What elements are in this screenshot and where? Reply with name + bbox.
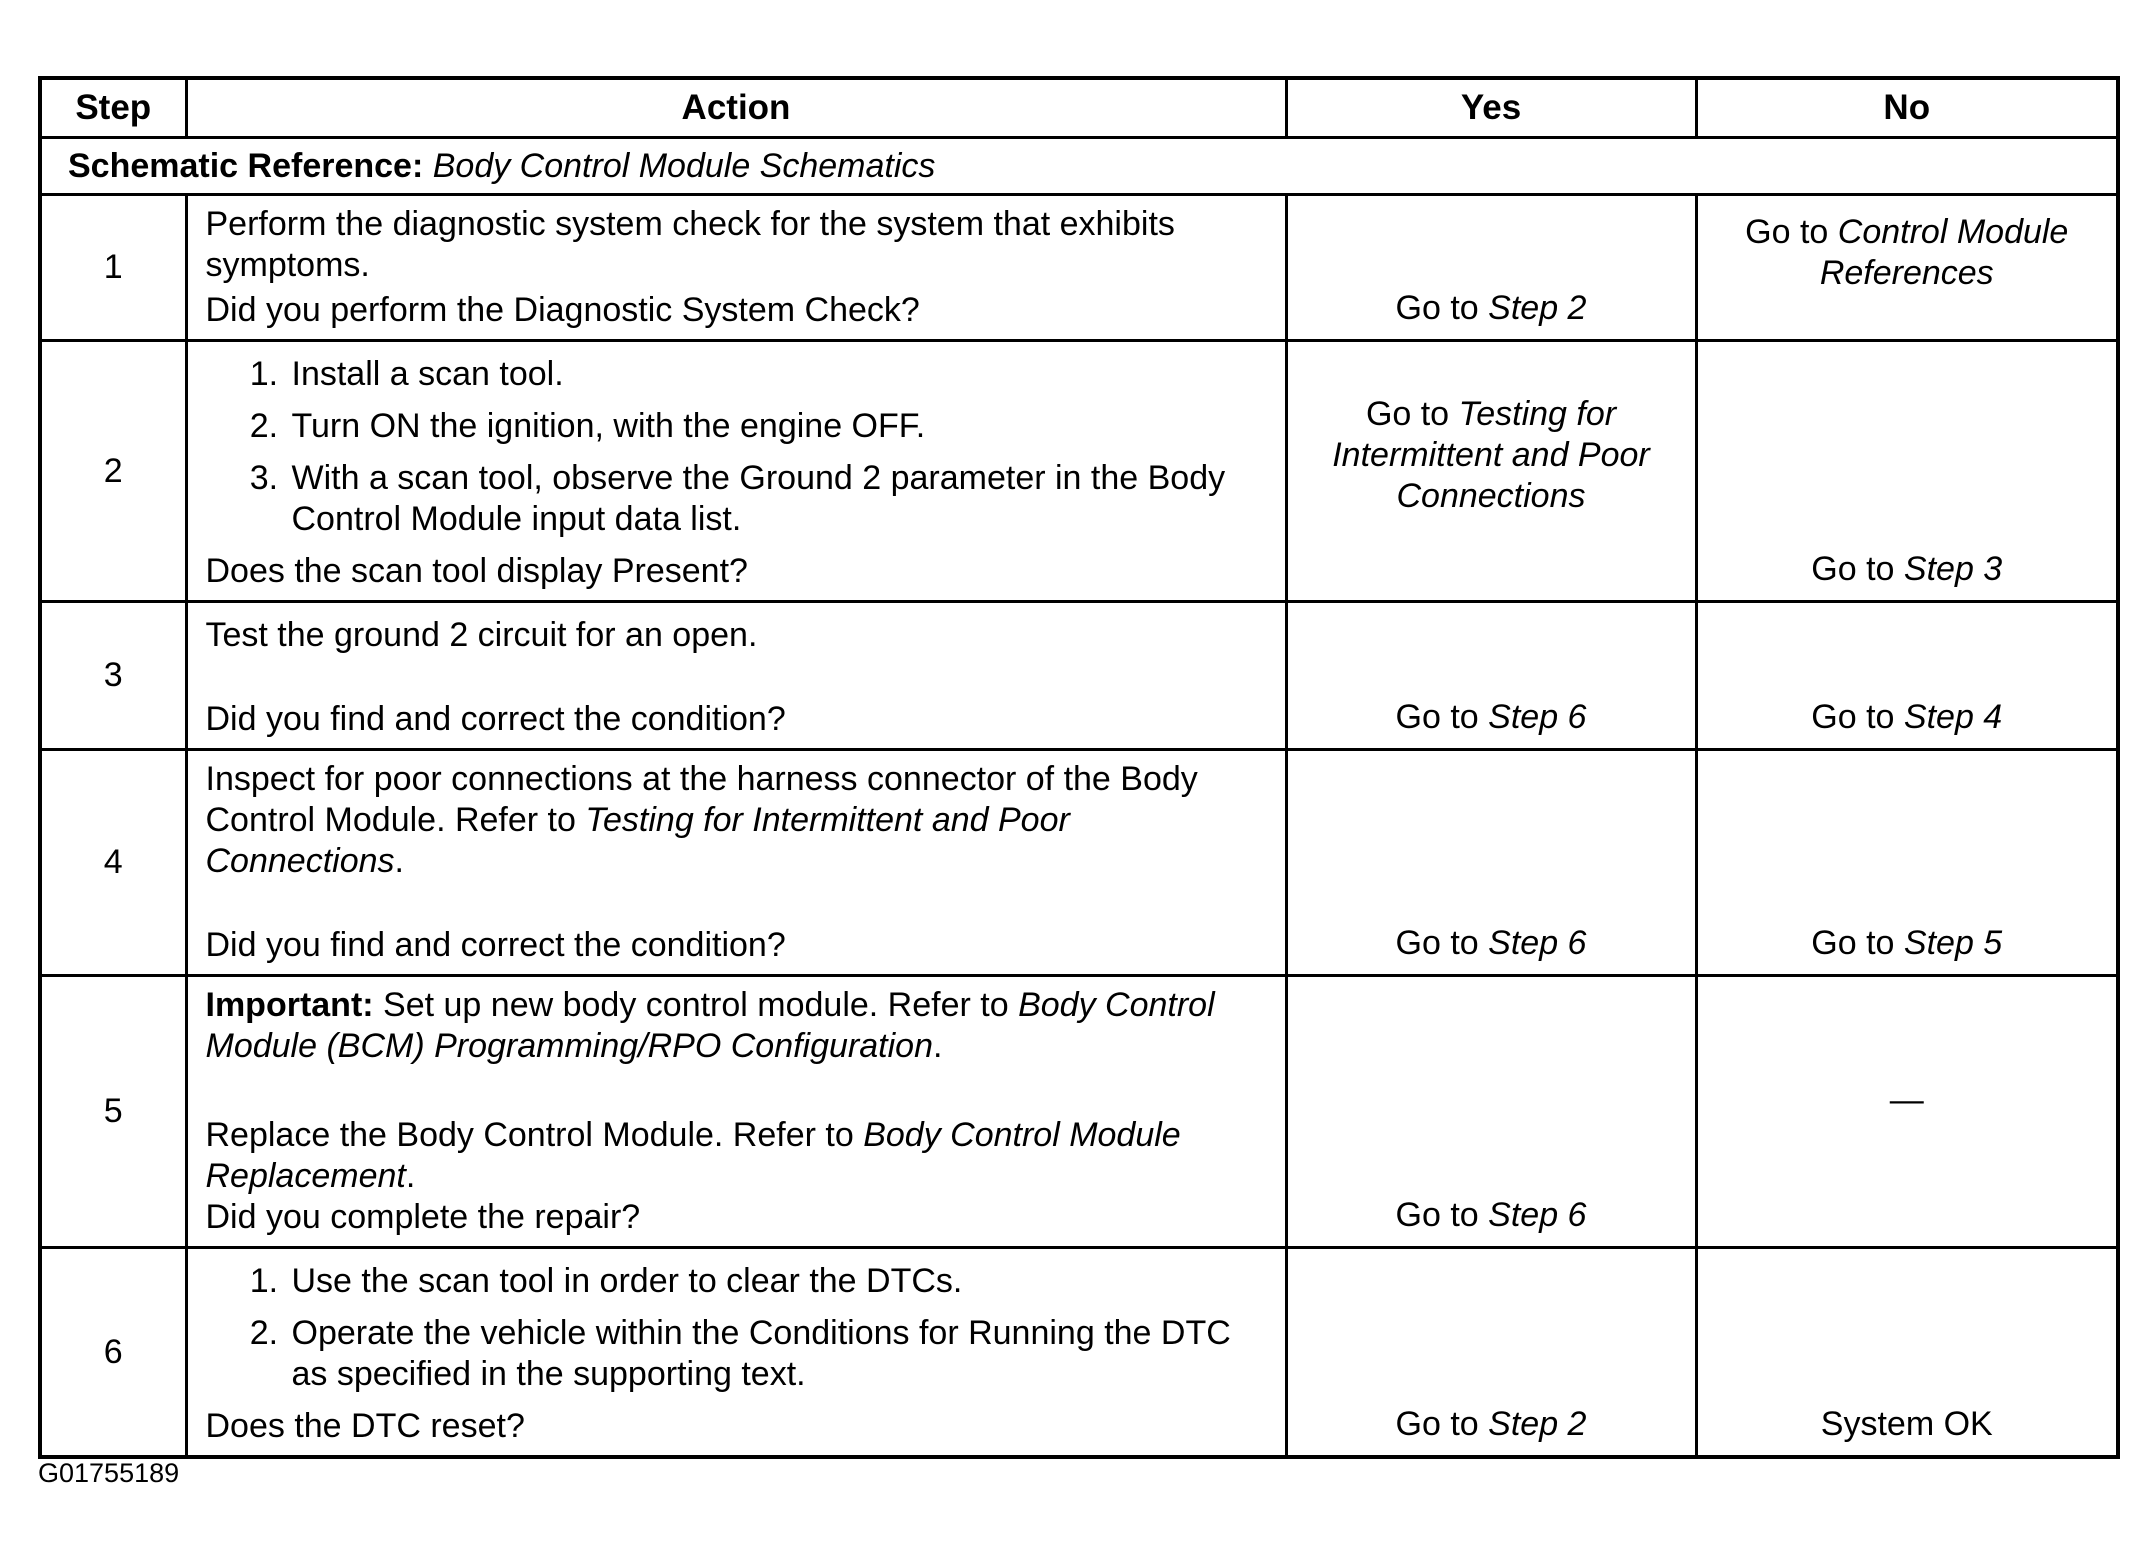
list-item: 3. With a scan tool, observe the Ground 2 parameter in the Body Control Module input data list. [288,458,1271,540]
no-cell [1696,341,2118,602]
header-no: No [1696,78,2118,138]
yes-link[interactable]: Testing for Intermittent and Poor Connections [1332,394,1650,515]
header-step: Step [40,78,186,138]
action-link[interactable]: Testing for Intermittent and Poor Connections [205,801,1070,880]
no-cell [1696,1248,2118,1458]
step-number: 3 [40,602,186,750]
yes-link[interactable]: Step 6 [1488,698,1587,736]
no-link[interactable]: Step 3 [1903,550,2003,588]
step-number: 2 [40,341,186,602]
table-row [40,1248,2118,1458]
step-number: 1 [40,195,186,341]
table-row [40,976,2118,1248]
important-note: Important: Set up new body control module. Refer to Body Control Module (BCM) Programming/RPO Configuration. [205,986,1215,1065]
action-text: Replace the Body Control Module. Refer to Body Control Module Replacement. [205,1116,1181,1195]
list-item: 1. Use the scan tool in order to clear the DTCs. [288,1261,1271,1302]
action-question: Did you find and correct the condition? [205,926,786,964]
yes-prefix: Go to [1395,1405,1479,1443]
table-row [40,341,2118,602]
schematic-reference [40,138,2118,195]
list-item: 1. Install a scan tool. [288,354,1271,395]
yes-cell [1286,341,1696,602]
no-cell [1696,976,2118,1248]
table-row [40,195,2118,341]
important-link[interactable]: Body Control Module (BCM) Programming/RPO Configuration [205,986,1215,1065]
action-list [206,354,1271,551]
no-text: — [1889,1081,1924,1119]
list-item: 2. Operate the vehicle within the Conditions for Running the DTC as specified in the supporting text. [288,1313,1271,1395]
no-text: System OK [1820,1405,1993,1443]
action-question: Does the scan tool display Present? [205,552,748,590]
schematic-reference-link[interactable]: Body Control Module Schematics [432,146,936,185]
action-question: Did you complete the repair? [205,1198,641,1236]
important-label: Important: [205,986,374,1024]
yes-link[interactable]: Step 2 [1488,289,1587,327]
no-cell [1696,602,2118,750]
action-cell [186,750,1286,976]
yes-prefix: Go to [1395,1196,1479,1234]
action-cell [186,602,1286,750]
schematic-reference-label: Schematic Reference: [68,146,424,185]
action-question: Did you find and correct the condition? [205,700,786,738]
important-text: Set up new body control module. Refer to [383,986,1009,1024]
header-action: Action [186,78,1286,138]
step-number: 6 [40,1248,186,1458]
header-yes: Yes [1286,78,1696,138]
action-question: Did you perform the Diagnostic System Check? [205,291,920,329]
yes-link[interactable]: Step 2 [1488,1405,1587,1443]
figure-id: G01755189 [38,1458,180,1488]
action-text: Test the ground 2 circuit for an open. [205,616,758,654]
yes-cell [1286,602,1696,750]
no-link[interactable]: Step 4 [1903,698,2003,736]
no-prefix: Go to [1745,213,1829,251]
yes-prefix: Go to [1395,924,1479,962]
action-list [206,1261,1271,1406]
yes-cell [1286,195,1696,341]
action-text: Inspect for poor connections at the harness connector of the Body Control Module. Refer to Testing for Intermittent and Poor Connections. [205,760,1198,880]
step-number: 4 [40,750,186,976]
action-cell [186,976,1286,1248]
no-link[interactable]: Step 5 [1903,924,2003,962]
action-link[interactable]: Body Control Module Replacement [205,1116,1181,1195]
action-question: Does the DTC reset? [205,1407,525,1445]
yes-cell [1286,750,1696,976]
yes-link[interactable]: Step 6 [1488,924,1587,962]
list-item: 2. Turn ON the ignition, with the engine OFF. [288,406,1271,447]
step-number: 5 [40,976,186,1248]
yes-prefix: Go to [1365,394,1450,433]
yes-link[interactable]: Step 6 [1488,1196,1587,1234]
no-prefix: Go to [1811,924,1895,962]
schematic-reference-row [40,138,2118,195]
action-cell [186,195,1286,341]
yes-cell [1286,1248,1696,1458]
action-cell [186,1248,1286,1458]
action-cell [186,341,1286,602]
header-row [40,78,2118,138]
yes-prefix: Go to [1395,289,1479,327]
table-row [40,602,2118,750]
no-prefix: Go to [1811,550,1895,588]
action-text-body: Inspect for poor connections at the harness connector of the Body Control Module. Refer to [205,760,1198,839]
no-prefix: Go to [1811,698,1895,736]
action-text: Perform the diagnostic system check for the system that exhibits symptoms. [205,205,1175,284]
yes-prefix: Go to [1395,698,1479,736]
table-row [40,750,2118,976]
no-link[interactable]: Control Module References [1819,213,2069,292]
no-cell [1696,195,2118,341]
no-cell [1696,750,2118,976]
diagnostic-table [38,76,2120,1459]
yes-cell [1286,976,1696,1248]
action-text-body: Replace the Body Control Module. Refer to [205,1116,854,1154]
